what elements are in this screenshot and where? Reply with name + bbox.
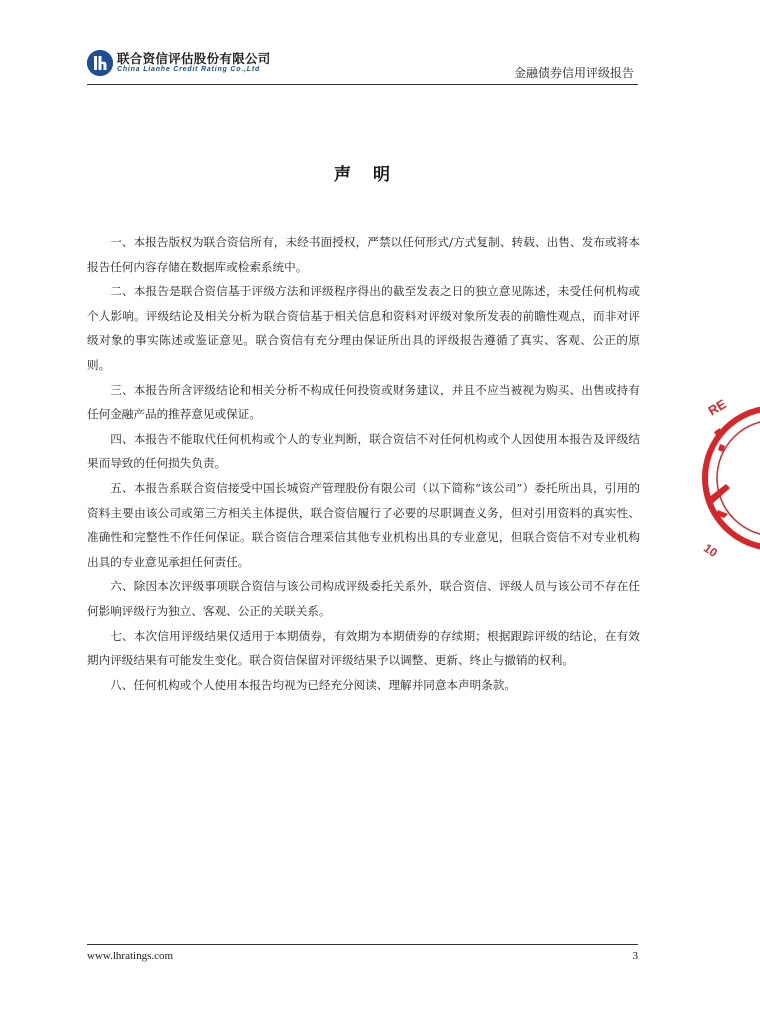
svg-text:RE: RE <box>705 396 729 419</box>
lianhe-logo-icon <box>87 50 113 76</box>
statement-paragraph: 五、本报告系联合资信接受中国长城资产管理股份有限公司（以下简称“该公司”）委托所出具，引用的资料主要由该公司或第三方相关主体提供，联合资信履行了必要的尽职调查义务，但对引用资料的真实性、准确性和完整性不作任何保证。联合资信合理采信其他专业机构出具的专业意见，但联合资信不对专业机构出具的专业意见承担任何责任。 <box>87 480 640 569</box>
statement-body <box>87 230 640 697</box>
red-seal-stamp-icon <box>700 378 760 578</box>
page-number: 3 <box>632 950 638 962</box>
statement-paragraph: 七、本次信用评级结果仅适用于本期债券，有效期为本期债券的存续期；根据跟踪评级的结论，在有效期内评级结果有可能发生变化。联合资信保留对评级结果予以调整、更新、终止与撤销的权利。 <box>87 628 640 668</box>
report-type-label: 金融债券信用评级报告 <box>513 66 634 80</box>
page-title: 声明 <box>334 165 412 185</box>
statement-paragraph: 三、本报告所含评级结论和相关分析不构成任何投资或财务建议，并且不应当被视为购买、出售或持有任何金融产品的推荐意见或保证。 <box>87 382 640 422</box>
footer-website: www.lhratings.com <box>87 950 174 962</box>
statement-paragraph: 四、本报告不能取代任何机构或个人的专业判断，联合资信不对任何机构或个人因使用本报告及评级结果而导致的任何损失负责。 <box>87 431 640 471</box>
header-divider <box>87 84 638 85</box>
company-name-cn: 联合资信评估股份有限公司 <box>117 51 271 66</box>
statement-paragraph: 八、任何机构或个人使用本报告均视为已经充分阅读、理解并同意本声明条款。 <box>110 677 516 692</box>
page-header <box>87 46 638 86</box>
svg-text:10: 10 <box>701 540 721 560</box>
footer-divider <box>87 944 638 945</box>
statement-paragraph: 六、除因本次评级事项联合资信与该公司构成评级委托关系外，联合资信、评级人员与该公司不存在任何影响评级行为独立、客观、公正的关联关系。 <box>87 579 640 618</box>
statement-paragraph: 一、本报告版权为联合资信所有，未经书面授权，严禁以任何形式/方式复制、转载、出售、发布或将本报告任何内容存储在数据库或检索系统中。 <box>87 235 640 274</box>
company-name-en: China Lianhe Credit Rating Co.,Ltd <box>117 66 261 73</box>
statement-paragraph: 二、本报告是联合资信基于评级方法和评级程序得出的截至发表之日的独立意见陈述，未受任何机构或个人影响。评级结论及相关分析为联合资信基于相关信息和资料对评级对象所发表的前瞻性观点，而非对评级对象的事实陈述或鉴证意见。联合资信有充分理由保证所出具的评级报告遵循了真实、客观、公正的原则。 <box>87 284 640 372</box>
